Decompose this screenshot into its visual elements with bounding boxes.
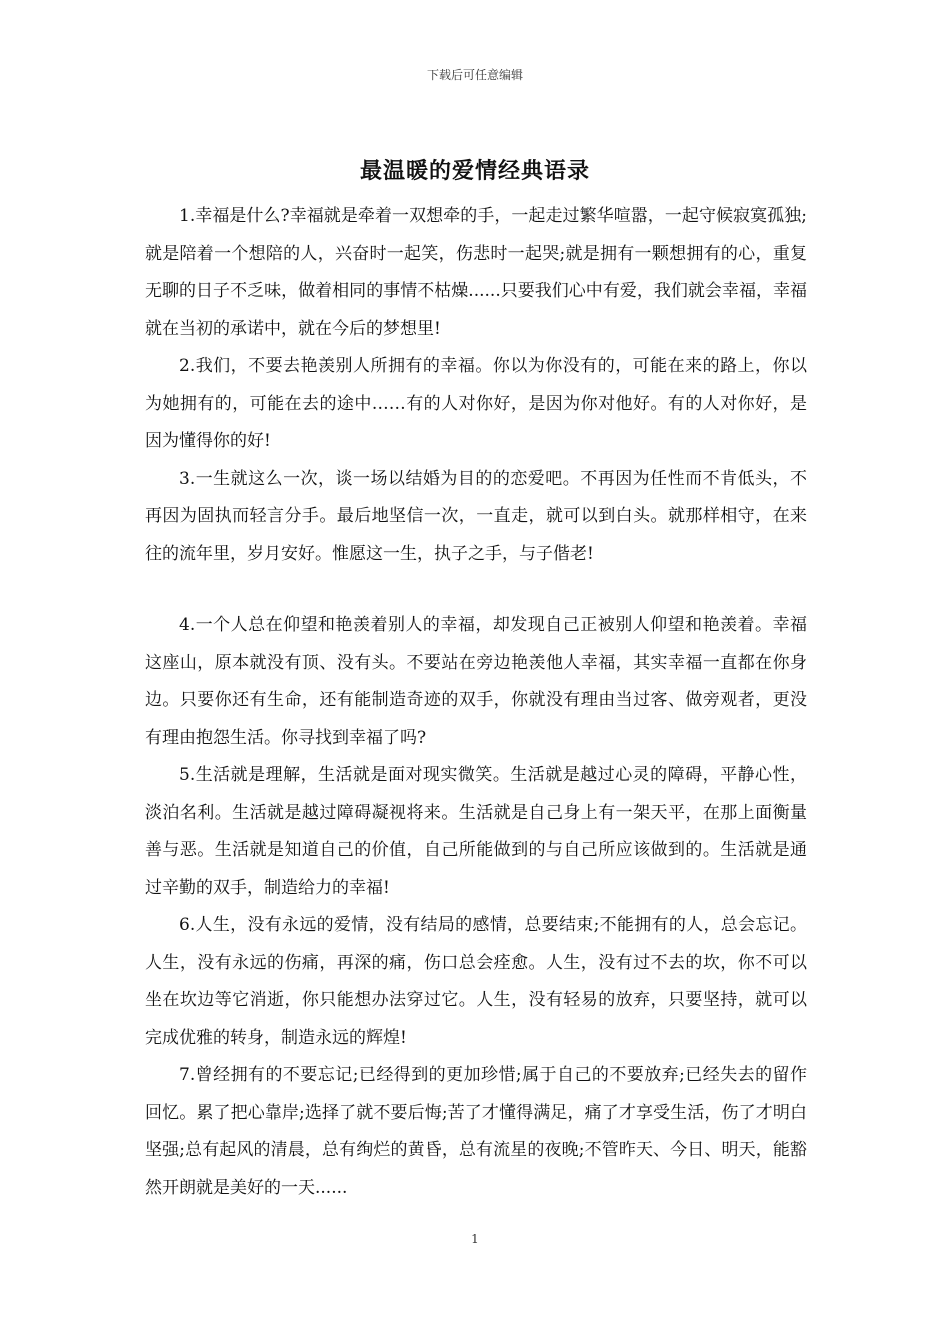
- paragraph-6: 6.人生，没有永远的爱情，没有结局的感情，总要结束;不能拥有的人，总会忘记。人生，没有永远的伤痛，再深的痛，伤口总会痊愈。人生，没有过不去的坎，你不可以坐在坎边等它消逝，你只能想办法穿过它。人生，没有轻易的放弃，只要坚持，就可以完成优雅的转身，制造永远的辉煌!: [145, 915, 807, 1048]
- document-body: [145, 198, 807, 1207]
- paragraph-1: 1.幸福是什么?幸福就是牵着一双想牵的手，一起走过繁华喧嚣，一起守候寂寞孤独;就是陪着一个想陪的人，兴奋时一起笑，伤悲时一起哭;就是拥有一颗想拥有的心，重复无聊的日子不乏味，做着相同的事情不枯燥......只要我们心中有爱，我们就会幸福，幸福就在当初的承诺中，就在今后的梦想里!: [145, 206, 807, 339]
- paragraph-spacer: [145, 573, 807, 607]
- page-header: 下载后可任意编辑: [426, 68, 523, 82]
- paragraph-3: 3.一生就这么一次，谈一场以结婚为目的的恋爱吧。不再因为任性而不肯低头，不再因为固执而轻言分手。最后地坚信一次，一直走，就可以到白头。就那样相守，在来往的流年里，岁月安好。惟愿这一生，执子之手，与子偕老!: [145, 468, 807, 564]
- page-number: 1: [471, 1232, 479, 1246]
- paragraph-2: 2.我们，不要去艳羡别人所拥有的幸福。你以为你没有的，可能在来的路上，你以为她拥有的，可能在去的途中……有的人对你好，是因为你对他好。有的人对你好，是因为懂得你的好!: [145, 356, 807, 451]
- document-title: 最温暖的爱情经典语录: [359, 158, 590, 184]
- paragraph-4: 4.一个人总在仰望和艳羡着别人的幸福，却发现自己正被别人仰望和艳羡着。幸福这座山，原本就没有顶、没有头。不要站在旁边艳羡他人幸福，其实幸福一直都在你身边。只要你还有生命，还有能制造奇迹的双手，你就没有理由当过客、做旁观者，更没有理由抱怨生活。你寻找到幸福了吗?: [145, 615, 807, 748]
- paragraph-5: 5.生活就是理解，生活就是面对现实微笑。生活就是越过心灵的障碍，平静心性，淡泊名利。生活就是越过障碍凝视将来。生活就是自己身上有一架天平，在那上面衡量善与恶。生活就是知道自己的价值，自己所能做到的与自己所应该做到的。生活就是通过辛勤的双手，制造给力的幸福!: [145, 765, 807, 898]
- paragraph-7: 7.曾经拥有的不要忘记;已经得到的更加珍惜;属于自己的不要放弃;已经失去的留作回忆。累了把心靠岸;选择了就不要后悔;苦了才懂得满足，痛了才享受生活，伤了才明白坚强;总有起风的清晨，总有绚烂的黄昏，总有流星的夜晚;不管昨天、今日、明天，能豁然开朗就是美好的一天......: [145, 1065, 807, 1198]
